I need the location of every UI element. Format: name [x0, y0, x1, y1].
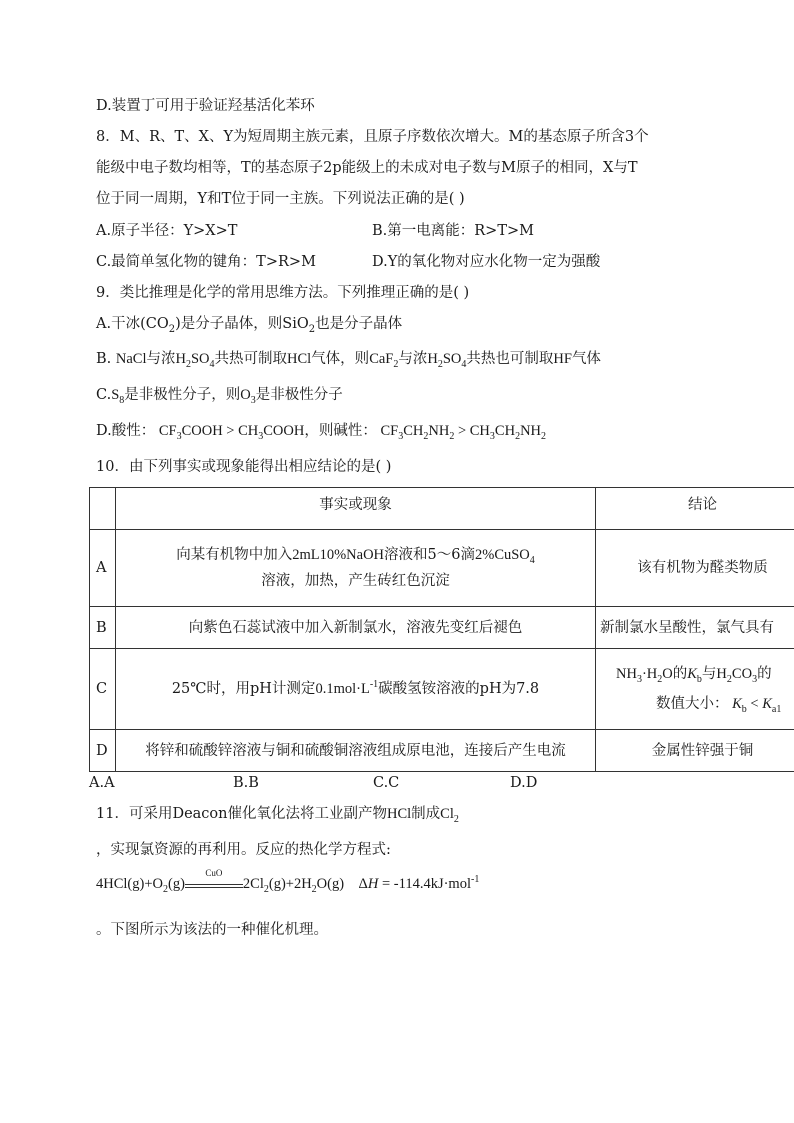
q9-option-c: $C.S_8$是非极性分子，则$O_3$是非极性分子	[96, 387, 343, 406]
q9-option-a: A.干冰$(CO_2)$是分子晶体，则SiO$_2$也是分子晶体	[96, 316, 403, 335]
q10-answer-c: C.C	[373, 775, 400, 791]
row-a-fact: 向某有机物中加入2mL10%NaOH溶液和5～6滴2%CuSO$_4$ 溶液，加热，产生砖红色沉淀	[116, 530, 596, 607]
q8-option-c: C.最简单氢化物的键角：T>R>M	[96, 254, 316, 270]
table-row-a	[90, 530, 794, 607]
q9-option-d: D.酸性： $CF_3COOH$ > $CH_3COOH$，则碱性： $CF_3CH_2NH_2 > CH_3CH_2NH_2$	[96, 423, 547, 442]
row-label-a: A	[90, 530, 116, 607]
row-b-conclusion: 新制氯水呈酸性，氯气具有	[596, 607, 794, 649]
q8-stem-line-3: 位于同一周期，Y和T位于同一主族。下列说法正确的是( )	[96, 191, 465, 207]
q11-stem-line-3: 。下图所示为该法的一种催化机理。	[96, 922, 328, 938]
q10-answer-a: A.A	[89, 775, 115, 791]
row-c-fact: 25℃时，用pH计测定$0.1mol\cdot L^{-1}$碳酸氢铵溶液的pH为7.8	[116, 649, 596, 730]
q9-option-b: B. NaCl与浓$H_2SO_4$共热可制取HCl气体，则CaF$_2$与浓$H_2SO_4$共热也可制取HF气体	[96, 351, 601, 370]
row-d-fact: 将锌和硫酸锌溶液与铜和硫酸铜溶液组成原电池，连接后产生电流	[116, 730, 596, 772]
q11-stem-line-2: ，实现氯资源的再利用。反应的热化学方程式:	[96, 842, 391, 858]
table-row-b	[90, 607, 794, 649]
row-b-fact: 向紫色石蕊试液中加入新制氯水，溶液先变红后褪色	[116, 607, 596, 649]
table-row-c	[90, 649, 794, 730]
header-empty-cell	[90, 488, 116, 530]
header-fact: 事实或现象	[116, 488, 596, 530]
q8-option-row-1	[96, 221, 696, 241]
q8-option-a: A.原子半径：Y>X>T	[96, 223, 238, 239]
table-header-row	[90, 488, 794, 530]
q7-option-d: D.装置丁可用于验证羟基活化苯环	[96, 98, 315, 114]
header-conclusion: 结论	[596, 488, 794, 530]
catalyst-arrow: CuO	[185, 882, 243, 888]
q10-table	[89, 487, 794, 772]
row-d-conclusion: 金属性锌强于铜	[596, 730, 794, 772]
q10-answer-b: B.B	[233, 775, 259, 791]
q8-option-d: D.Y的氧化物对应水化物一定为强酸	[372, 254, 601, 270]
q10-answer-d: D.D	[510, 775, 538, 791]
q10-stem: 10．由下列事实或现象能得出相应结论的是( )	[96, 459, 392, 475]
q10-answer-row	[89, 773, 689, 793]
q9-stem: 9．类比推理是化学的常用思维方法。下列推理正确的是( )	[96, 285, 470, 301]
table-row-d	[90, 730, 794, 772]
q11-stem-line-1: 11．可采用Deacon催化氧化法将工业副产物HCl制成$Cl_2$	[96, 806, 459, 825]
q11-thermochemical-equation: $4HCl(g)+O_2(g)$ CuO $2Cl_2(g)+2H_2O(g)$ ΔH = -114.4kJ·mol$^{-1}$	[96, 868, 480, 895]
row-label-d: D	[90, 730, 116, 772]
row-label-c: C	[90, 649, 116, 730]
q8-option-b: B.第一电离能：R>T>M	[372, 223, 534, 239]
row-c-conclusion: $NH_3\cdot H_2O$的$K_b$与$H_2CO_3$的 数值大小： $K_b < K_{a1}$	[596, 649, 794, 730]
q8-stem-line-2: 能级中电子数均相等，T的基态原子2p能级上的未成对电子数与M原子的相同，X与T	[96, 160, 638, 176]
q8-stem-line-1: 8．M、R、T、X、Y为短周期主族元素，且原子序数依次增大。M的基态原子所含3个	[96, 129, 649, 145]
row-label-b: B	[90, 607, 116, 649]
row-a-conclusion: 该有机物为醛类物质	[596, 530, 794, 607]
q8-option-row-2	[96, 252, 696, 272]
